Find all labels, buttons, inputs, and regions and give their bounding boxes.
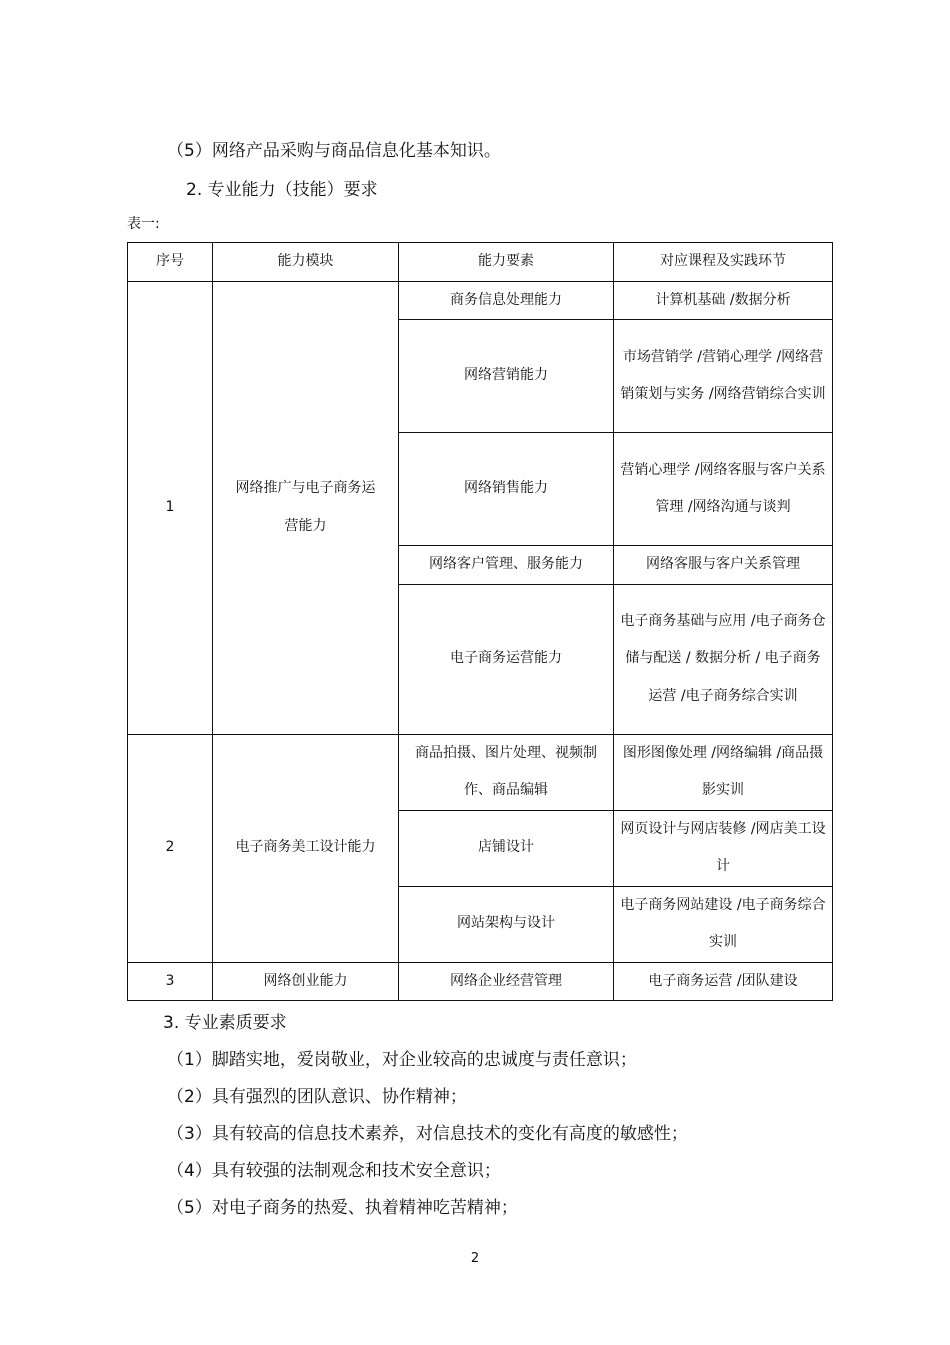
header-cell: 对应课程及实践环节 <box>614 243 833 282</box>
table-row <box>128 281 833 320</box>
ability-element: 电子商务运营能力 <box>399 584 614 734</box>
list-item: （5）对电子商务的热爱、执着精神吃苦精神； <box>167 1198 518 1218</box>
list-item: （4）具有较强的法制观念和技术安全意识； <box>167 1161 501 1181</box>
ability-module: 网络创业能力 <box>213 962 399 1001</box>
page-number: 2 <box>470 1251 480 1266</box>
ability-table <box>127 242 833 1001</box>
ability-element: 网站架构与设计 <box>399 886 614 962</box>
table-row <box>128 962 833 1001</box>
row-number: 2 <box>128 734 213 962</box>
ability-element: 店铺设计 <box>399 810 614 886</box>
ability-module: 电子商务美工设计能力 <box>213 734 399 962</box>
ability-element: 商品拍摄、图片处理、视频制作、商品编辑 <box>399 734 614 810</box>
header-cell: 能力模块 <box>213 243 399 282</box>
course-cell: 电子商务基础与应用 /电子商务仓储与配送 / 数据分析 / 电子商务运营 /电子商务综合实训 <box>614 584 833 734</box>
course-cell: 网络客服与客户关系管理 <box>614 546 833 585</box>
header-cell: 能力要素 <box>399 243 614 282</box>
row-number: 3 <box>128 962 213 1001</box>
ability-element: 网络客户管理、服务能力 <box>399 546 614 585</box>
course-cell: 电子商务网站建设 /电子商务综合实训 <box>614 886 833 962</box>
list-item: （5）网络产品采购与商品信息化基本知识。 <box>167 141 501 161</box>
header-cell: 序号 <box>128 243 213 282</box>
list-item: （1）脚踏实地，爱岗敬业，对企业较高的忠诚度与责任意识； <box>167 1050 637 1070</box>
ability-element: 网络销售能力 <box>399 433 614 546</box>
ability-element: 网络营销能力 <box>399 320 614 433</box>
course-cell: 营销心理学 /网络客服与客户关系管理 /网络沟通与谈判 <box>614 433 833 546</box>
course-cell: 网页设计与网店装修 /网店美工设计 <box>614 810 833 886</box>
course-cell: 电子商务运营 /团队建设 <box>614 962 833 1001</box>
section-heading: 2. 专业能力（技能）要求 <box>186 180 378 200</box>
row-number: 1 <box>128 281 213 734</box>
ability-element: 商务信息处理能力 <box>399 281 614 320</box>
table-row <box>128 734 833 810</box>
list-item: （3）具有较高的信息技术素养，对信息技术的变化有高度的敏感性； <box>167 1124 688 1144</box>
table-header-row <box>128 243 833 282</box>
course-cell: 市场营销学 /营销心理学 /网络营销策划与实务 /网络营销综合实训 <box>614 320 833 433</box>
course-cell: 图形图像处理 /网络编辑 /商品摄影实训 <box>614 734 833 810</box>
course-cell: 计算机基础 /数据分析 <box>614 281 833 320</box>
ability-module: 网络推广与电子商务运营能力 <box>213 281 399 734</box>
list-item: （2）具有强烈的团队意识、协作精神； <box>167 1087 467 1107</box>
section-heading: 3. 专业素质要求 <box>163 1013 287 1033</box>
ability-element: 网络企业经营管理 <box>399 962 614 1001</box>
table-caption: 表一: <box>127 216 160 232</box>
